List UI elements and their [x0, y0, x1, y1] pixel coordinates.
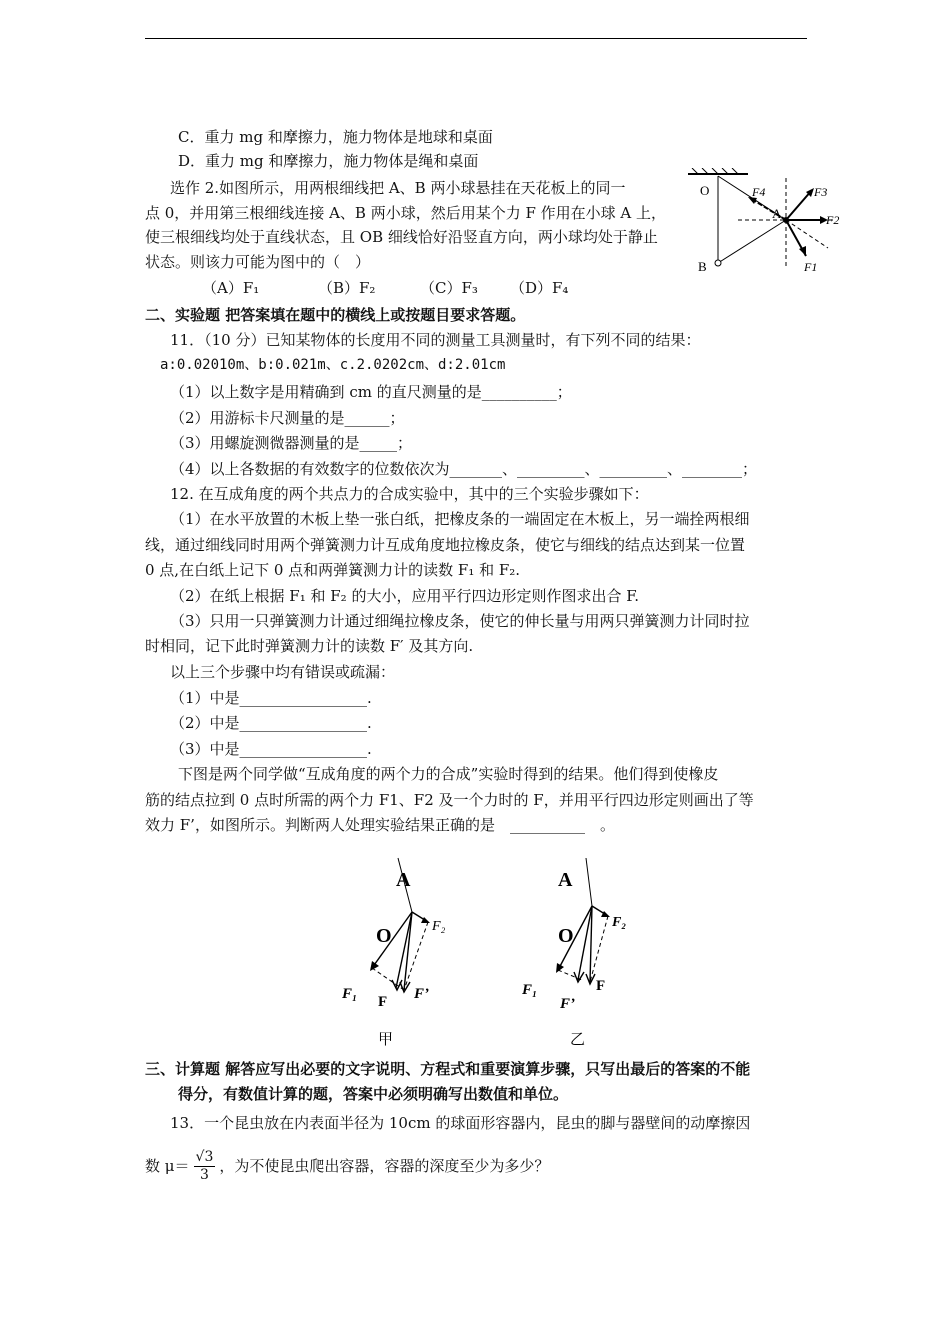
label-fprime: F’ [560, 996, 575, 1012]
q12-step-3-b: 时相同，记下此时弹簧测力计的读数 F′ 及其方向. [145, 637, 474, 655]
q12-step-1-a: （1）在水平放置的木板上垫一张白纸，把橡皮条的一端固定在木板上，另一端拴两根细 [170, 510, 750, 528]
arrow-f1-head [556, 963, 564, 973]
caption-jia: 甲 [378, 1032, 394, 1048]
q2-line-1: 选作 2.如图所示，用两根细线把 A、B 两小球悬挂在天花板上的同一 [170, 179, 626, 197]
q12-para-3: 效力 F’，如图所示。判断两人处理实验结果正确的是 __________ 。 [145, 816, 615, 834]
arrow-f3 [786, 190, 812, 220]
dashed-diagonal [786, 220, 828, 248]
q13-suffix: ，为不使昆虫爬出容器，容器的深度至少为多少？ [219, 1157, 550, 1175]
figure-yi [510, 850, 660, 1050]
q12-error-1: （1）中是_________________. [170, 689, 372, 707]
force-diagram-ab [688, 168, 848, 278]
q2-line-4: 状态。则该力可能为图中的（ ） [145, 253, 371, 271]
label-a: A [396, 869, 411, 891]
figure-jia [330, 850, 480, 1050]
q11-part-3: （3）用螺旋测微器测量的是_____； [170, 434, 413, 452]
label-fprime: F’ [414, 986, 429, 1002]
section-2-heading: 二、实验题 把答案填在题中的横线上或按题目要求答题。 [145, 306, 526, 324]
fraction-denominator: 3 [199, 1166, 209, 1183]
q2-line-2: 点 0，并用第三根细线连接 A、B 两小球，然后用某个力 F 作用在小球 A 上， [145, 204, 667, 222]
section-3-heading: 三、计算题 解答应写出必要的文字说明、方程式和重要演算步骤，只写出最后的答案的不能 [145, 1060, 751, 1078]
q11-part-1: （1）以上数字是用精确到 cm 的直尺测量的是__________； [170, 383, 572, 401]
q12-step-2: （2）在纸上根据 F₁ 和 F₂ 的大小，应用平行四边形定则作图求出合 F. [170, 587, 640, 605]
label-f1: F1 [804, 260, 818, 274]
option-d: D．重力 mg 和摩擦力，施力物体是绳和桌面 [178, 152, 479, 170]
label-f2: F₂ [612, 915, 627, 930]
label-f3: F3 [814, 185, 828, 199]
label-o: O [376, 925, 392, 947]
q2-line-3: 使三根细线均处于直线状态，且 OB 细线恰好沿竖直方向，两小球均处于静止 [145, 228, 658, 246]
q2-option-a: （A）F₁ [202, 279, 260, 297]
dashed-parallel-2 [590, 916, 608, 982]
q12-step-1-c: 0 点,在白纸上记下 0 点和两弹簧测力计的读数 F₁ 和 F₂. [145, 561, 521, 579]
label-b: B [698, 259, 707, 274]
q13-prefix: 数 μ＝ [145, 1157, 190, 1175]
label-o: O [700, 183, 710, 198]
mu-fraction [194, 1149, 216, 1184]
q11-part-4: （4）以上各数据的有效数字的位数依次为_______、_________、_________、________； [170, 460, 758, 478]
q11-part-2: （2）用游标卡尺测量的是______； [170, 409, 405, 427]
q12-error-2: （2）中是_________________. [170, 714, 372, 732]
rubber-band [586, 858, 592, 906]
q12-para-2: 筋的结点拉到 0 点时所需的两个力 F1、F2 及一个力时的 F，并用平行四边形定则画出了等 [145, 791, 754, 809]
q12-stem: 12. 在互成角度的两个共点力的合成实验中，其中的三个实验步骤如下： [170, 485, 649, 503]
label-a: A [772, 206, 782, 221]
q13-line-1: 13．一个昆虫放在内表面半径为 10cm 的球面形容器内，昆虫的脚与器壁间的动摩擦因 [170, 1114, 751, 1132]
q12-error-3: （3）中是_________________. [170, 740, 372, 758]
string-ab [718, 220, 786, 263]
label-f2: F₂ [432, 919, 446, 934]
header-rule [145, 38, 807, 39]
q11-values: a:0.02010m、b:0.021m、c.2.0202cm、d:2.01cm [160, 357, 506, 373]
option-c: C．重力 mg 和摩擦力，施力物体是地球和桌面 [178, 128, 493, 146]
caption-yi: 乙 [570, 1032, 586, 1048]
label-f2: F2 [826, 213, 840, 227]
ball-b [715, 260, 721, 266]
label-f4: F4 [752, 185, 766, 199]
q11-stem: 11．（10 分）已知某物体的长度用不同的测量工具测量时，有下列不同的结果： [170, 331, 701, 349]
q12-step-1-b: 线，通过细线同时用两个弹簧测力计互成角度地拉橡皮条，使它与细线的结点达到某一位置 [145, 536, 746, 554]
label-f1: F₁ [342, 986, 358, 1002]
q12-step-3-a: （3）只用一只弹簧测力计通过细绳拉橡皮条，使它的伸长量与用两只弹簧测力计同时拉 [170, 612, 750, 630]
fraction-numerator: √3 [195, 1148, 214, 1165]
label-f1: F₁ [522, 982, 538, 998]
q2-option-d: （D）F₄ [510, 279, 569, 297]
label-f: F [596, 978, 606, 994]
arrow-f1-head [799, 246, 806, 256]
q12-errors-intro: 以上三个步骤中均有错误或疏漏： [170, 663, 396, 681]
label-o: O [558, 925, 574, 947]
label-f: F [378, 994, 388, 1010]
q12-para-1: 下图是两个同学做“互成角度的两个力的合成”实验时得到的结果。他们得到使橡皮 [178, 765, 719, 783]
label-a: A [558, 869, 573, 891]
q2-option-c: （C）F₃ [420, 279, 478, 297]
q2-option-b: （B）F₂ [318, 279, 376, 297]
section-3-heading-cont: 得分，有数值计算的题，答案中必须明确写出数值和单位。 [178, 1085, 569, 1103]
q13-line-2 [145, 1146, 549, 1186]
